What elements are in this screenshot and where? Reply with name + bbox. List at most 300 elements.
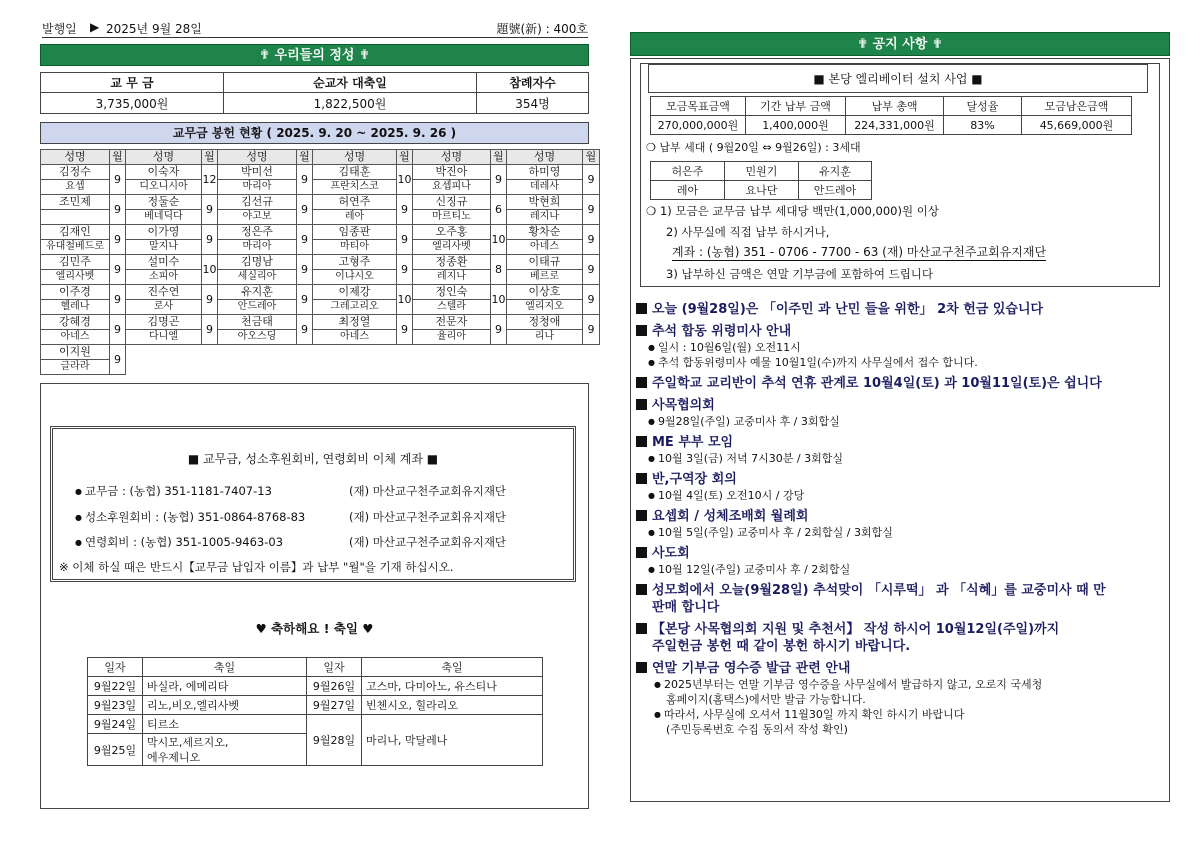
donor-month: 9 xyxy=(583,165,600,195)
donor-month xyxy=(491,345,507,360)
donor-baptismal-name: 아네스 xyxy=(41,330,110,345)
donor-name: 박미선 xyxy=(218,165,297,180)
notice-item xyxy=(636,508,1166,540)
donor-name: 김명곤 xyxy=(126,315,202,330)
donor-name: 천금태 xyxy=(218,315,297,330)
square-bullet-icon xyxy=(636,623,647,634)
notice-item xyxy=(636,621,1166,655)
donation-title: 교무금 봉헌 현황 ( 2025. 9. 20 ~ 2025. 9. 26 ) xyxy=(40,122,589,144)
donor-name: 김민주 xyxy=(41,255,110,270)
elevator-v4: 83% xyxy=(944,116,1022,135)
notice-line xyxy=(636,355,1166,370)
bullet-icon xyxy=(648,563,658,576)
donor-name xyxy=(507,345,583,360)
donor-baptismal-name: 레아 xyxy=(313,210,397,225)
donor-name: 정청애 xyxy=(507,315,583,330)
elevator-h2: 기간 납부 금액 xyxy=(746,97,846,116)
donation-header-month: 월 xyxy=(397,150,413,165)
donor-baptismal-name: 베르로 xyxy=(507,270,583,285)
donor-baptismal-name: 야고보 xyxy=(218,210,297,225)
donor-baptismal-name: 헬레나 xyxy=(41,300,110,315)
donor-month: 6 xyxy=(491,195,507,225)
notice-heading-text: 【본당 사목협의회 지원 및 추천서】 작성 하시어 10월12일(주일)까지 xyxy=(652,622,1060,637)
offering-col1-label: 교 무 금 xyxy=(41,73,224,93)
donor-baptismal-name: 다니엘 xyxy=(126,330,202,345)
donor-month: 9 xyxy=(110,285,126,315)
donor-baptismal-name: 유대철베드로 xyxy=(41,240,110,255)
donation-header-name: 성명 xyxy=(413,150,491,165)
celebration-table xyxy=(87,657,543,766)
offering-title: ✟ 우리들의 정성 ✟ xyxy=(40,44,589,66)
transfer-line-3-owner: (재) 마산교구천주교회유지재단 xyxy=(349,535,507,549)
donor-month: 9 xyxy=(397,255,413,285)
notice-line xyxy=(636,414,1166,429)
notice-heading xyxy=(636,375,1166,392)
donor-month xyxy=(583,345,600,360)
donor-month: 9 xyxy=(110,315,126,345)
transfer-line-2 xyxy=(75,509,305,525)
notice-heading xyxy=(636,323,1166,340)
notices-title: ✟ 공지 사항 ✟ xyxy=(630,32,1170,56)
celebration-header-date-right: 일자 xyxy=(307,658,362,677)
elevator-table xyxy=(650,96,1132,135)
donor-name: 조민제 xyxy=(41,195,110,210)
donor-month: 9 xyxy=(583,285,600,315)
empty-cell xyxy=(491,360,507,375)
notice-heading xyxy=(636,508,1166,525)
donor-month: 9 xyxy=(491,165,507,195)
donor-month xyxy=(397,345,413,360)
notice-line-text: 일시 : 10월6일(월) 오전11시 xyxy=(657,341,801,354)
notice-line xyxy=(636,340,1166,355)
elevator-period xyxy=(646,139,861,155)
donor-baptismal-name: 레지나 xyxy=(413,270,491,285)
donor-month: 9 xyxy=(583,195,600,225)
elevator-title: ■ 본당 엘리베이터 설치 사업 ■ xyxy=(813,72,983,86)
donation-header-month: 월 xyxy=(583,150,600,165)
notice-heading xyxy=(636,397,1166,414)
donor-month xyxy=(202,345,218,360)
elevator-account: 계좌 : (농협) 351 - 0706 - 7700 - 63 (재) 마산교구천주교회유지재단 xyxy=(672,245,1047,259)
donor-baptismal-name: 프란치스코 xyxy=(313,180,397,195)
donor-name: 김재인 xyxy=(41,225,110,240)
square-bullet-icon xyxy=(636,436,647,447)
donor-name: 박현희 xyxy=(507,195,583,210)
donor-month: 9 xyxy=(397,195,413,225)
donor-baptismal-name: 아네스 xyxy=(313,330,397,345)
donor-baptismal-name xyxy=(41,210,110,225)
celebration-date: 9월24일 xyxy=(88,715,143,734)
donor-name: 최정열 xyxy=(313,315,397,330)
celebration-feast: 빈첸시오, 힐라리오 xyxy=(362,696,543,715)
notice-heading xyxy=(636,545,1166,562)
notice-line-text: 따라서, 사무실에 오셔서 11월30일 까지 확인 하시기 바랍니다 xyxy=(663,708,965,721)
transfer-line-2-label: ● 성소후원회비 : (농협) 351-0864-8768-83 xyxy=(75,510,305,524)
offering-col3-label: 참례자수 xyxy=(477,73,589,93)
notice-heading-text: 오늘 (9월28일)은 「이주민 과 난민 들을 위한」 2차 헌금 있습니다 xyxy=(652,302,1044,317)
donor-month: 10 xyxy=(202,255,218,285)
notice-line xyxy=(636,692,1166,707)
notice-item xyxy=(636,301,1166,318)
donor-name: 정종환 xyxy=(413,255,491,270)
transfer-line-3 xyxy=(75,534,283,550)
donation-header-month: 월 xyxy=(110,150,126,165)
donor-name: 오주홍 xyxy=(413,225,491,240)
elevator-h1: 모금목표금액 xyxy=(651,97,746,116)
donor-baptismal-name xyxy=(218,360,297,375)
donor-name: 이지원 xyxy=(41,345,110,360)
notice-heading-text: 성모회에서 오늘(9월28일) 추석맞이 「시루떡」 과 「식혜」를 교중미사 때 만 xyxy=(652,583,1106,598)
notice-heading xyxy=(636,434,1166,451)
issue-header xyxy=(42,18,588,38)
notice-heading-text: 사도회 xyxy=(652,546,690,561)
donation-header-month: 월 xyxy=(491,150,507,165)
donor-month: 10 xyxy=(397,285,413,315)
notice-item xyxy=(636,545,1166,577)
donor-name: 황차순 xyxy=(507,225,583,240)
donor-month: 9 xyxy=(297,285,313,315)
elevator-h5: 모금남은금액 xyxy=(1022,97,1132,116)
donor-baptismal-name: 마르티노 xyxy=(413,210,491,225)
donor-name: 고형주 xyxy=(313,255,397,270)
notice-line-text: 2025년부터는 연말 기부금 영수증을 사무실에서 발급하지 않고, 오로지 국세청 xyxy=(663,678,1043,691)
donor-month: 9 xyxy=(397,315,413,345)
donation-header-name: 성명 xyxy=(41,150,110,165)
celebration-date: 9월26일 xyxy=(307,677,362,696)
bullet-icon xyxy=(654,708,664,721)
circle-icon: ❍ xyxy=(646,141,660,154)
donor-month: 9 xyxy=(202,285,218,315)
transfer-line-2-owner: (재) 마산교구천주교회유지재단 xyxy=(349,510,507,524)
donor-baptismal-name: 율리아 xyxy=(413,330,491,345)
celebration-date: 9월28일 xyxy=(307,715,362,766)
donor-name xyxy=(313,345,397,360)
elevator-v3: 224,331,000원 xyxy=(846,116,944,135)
donor-name: 이태규 xyxy=(507,255,583,270)
donor-baptismal: 안드레아 xyxy=(799,181,872,200)
donor-baptismal-name: 데레사 xyxy=(507,180,583,195)
donor-baptismal-name: 안드레아 xyxy=(218,300,297,315)
notice-heading-cont: 판매 합니다 xyxy=(652,600,720,615)
donor-month: 9 xyxy=(297,315,313,345)
donor-name: 하미영 xyxy=(507,165,583,180)
notice-list xyxy=(636,301,1166,742)
donation-table xyxy=(40,149,600,375)
celebration-header-feast-right: 축일 xyxy=(362,658,543,677)
elevator-donors xyxy=(650,161,872,200)
bullet-icon xyxy=(648,356,658,369)
transfer-note: ※ 이체 하실 때은 반드시【교무금 납입자 이름】과 납부 "월"을 기재 하십시오. xyxy=(59,560,454,574)
notice-heading-text: 주일학교 교리반이 추석 연휴 관계로 10월4일(토) 과 10월11일(토)은 쉽니다 xyxy=(652,376,1102,391)
donor-name: 유지훈 xyxy=(799,162,872,181)
empty-cell xyxy=(397,360,413,375)
issue-arrow: ▶ xyxy=(90,20,100,34)
empty-cell xyxy=(297,360,313,375)
bullet-icon xyxy=(648,415,658,428)
transfer-box xyxy=(50,426,576,582)
donor-baptismal-name: 베네딕다 xyxy=(126,210,202,225)
transfer-line-1-label: ● 교무금 : (농협) 351-1181-7407-13 xyxy=(75,484,272,498)
donor-month: 9 xyxy=(583,255,600,285)
notice-item xyxy=(636,397,1166,429)
donor-month: 10 xyxy=(491,285,507,315)
square-bullet-icon xyxy=(636,547,647,558)
donor-month: 9 xyxy=(583,225,600,255)
donor-baptismal-name: 아오스딩 xyxy=(218,330,297,345)
square-bullet-icon xyxy=(636,473,647,484)
donor-name: 이숙자 xyxy=(126,165,202,180)
donor-name: 박진아 xyxy=(413,165,491,180)
notice-line-text: (주민등록번호 수집 동의서 작성 확인) xyxy=(666,723,848,736)
notice-line xyxy=(636,677,1166,692)
notice-heading xyxy=(636,471,1166,488)
donor-name: 정둘순 xyxy=(126,195,202,210)
elevator-note-1-text: 1) 모금은 교무금 납부 세대당 백만(1,000,000)원 이상 xyxy=(659,204,939,218)
celebration-feast: 바실라, 에메리타 xyxy=(143,677,307,696)
donor-month: 9 xyxy=(202,195,218,225)
issue-date: 2025년 9월 28일 xyxy=(106,22,202,36)
donor-baptismal-name: 마리아 xyxy=(218,180,297,195)
notice-line xyxy=(636,525,1166,540)
celebration-title: ♥ 축하해요 ! 축일 ♥ xyxy=(255,621,374,636)
donor-baptismal-name: 글라라 xyxy=(41,360,110,375)
donor-name xyxy=(126,345,202,360)
transfer-line-3-label: ● 연령회비 : (농협) 351-1005-9463-03 xyxy=(75,535,283,549)
donor-baptismal-name: 마리아 xyxy=(218,240,297,255)
notice-line-text: 9월28일(주일) 교중미사 후 / 3회합실 xyxy=(657,415,840,428)
notice-line-text: 10월 4일(토) 오전10시 / 강당 xyxy=(657,489,805,502)
bullet-icon xyxy=(648,452,658,465)
donor-month: 9 xyxy=(110,165,126,195)
donor-baptismal-name xyxy=(313,360,397,375)
elevator-period-text: 납부 세대 ( 9월20일 ⇔ 9월26일) : 3세대 xyxy=(659,141,861,154)
celebration-feast xyxy=(143,734,307,766)
donor-baptismal-name: 이냐시오 xyxy=(313,270,397,285)
donor-month: 9 xyxy=(491,315,507,345)
elevator-v2: 1,400,000원 xyxy=(746,116,846,135)
donor-baptismal-name: 아네스 xyxy=(507,240,583,255)
donor-month: 9 xyxy=(297,255,313,285)
elevator-note-1 xyxy=(646,203,939,219)
donor-name: 정은주 xyxy=(218,225,297,240)
celebration-feast: 고스마, 다미아노, 유스티나 xyxy=(362,677,543,696)
donor-baptismal: 레아 xyxy=(651,181,725,200)
empty-cell xyxy=(202,360,218,375)
notice-heading-cont: 주일헌금 봉헌 때 같이 봉헌 하시기 바랍니다. xyxy=(652,639,911,654)
offering-col2-label: 순교자 대축일 xyxy=(224,73,477,93)
donor-name: 임종판 xyxy=(313,225,397,240)
donor-name: 설미수 xyxy=(126,255,202,270)
celebration-header-date-left: 일자 xyxy=(88,658,143,677)
notice-line xyxy=(636,451,1166,466)
bullet-icon xyxy=(654,678,664,691)
donor-baptismal-name: 스텔라 xyxy=(413,300,491,315)
donor-baptismal-name xyxy=(507,360,583,375)
bullet-icon xyxy=(648,341,658,354)
notice-item xyxy=(636,582,1166,616)
donor-baptismal-name: 요셉피나 xyxy=(413,180,491,195)
donor-month: 9 xyxy=(297,225,313,255)
bullet-icon xyxy=(648,489,658,502)
notice-item xyxy=(636,323,1166,370)
donor-name: 허은주 xyxy=(651,162,725,181)
donor-name: 강혜경 xyxy=(41,315,110,330)
notice-heading-text: 추석 합동 위령미사 안내 xyxy=(652,324,792,339)
donor-month: 9 xyxy=(397,225,413,255)
transfer-line-1 xyxy=(75,483,272,499)
donor-month: 12 xyxy=(202,165,218,195)
square-bullet-icon xyxy=(636,584,647,595)
square-bullet-icon xyxy=(636,510,647,521)
donor-baptismal-name: 소피아 xyxy=(126,270,202,285)
notice-item xyxy=(636,471,1166,503)
empty-cell xyxy=(583,360,600,375)
donor-name: 이제강 xyxy=(313,285,397,300)
donor-month: 9 xyxy=(110,345,126,375)
donor-name: 이상호 xyxy=(507,285,583,300)
donor-baptismal: 요나단 xyxy=(725,181,799,200)
donor-name: 이가영 xyxy=(126,225,202,240)
donation-header-name: 성명 xyxy=(126,150,202,165)
elevator-v1: 270,000,000원 xyxy=(651,116,746,135)
offering-col2-value: 1,822,500원 xyxy=(224,93,477,114)
donor-name: 김선규 xyxy=(218,195,297,210)
notice-item xyxy=(636,375,1166,392)
donor-month: 9 xyxy=(202,315,218,345)
donor-baptismal-name: 레지나 xyxy=(507,210,583,225)
celebration-feast: 리노,비오,엘리사벳 xyxy=(143,696,307,715)
donor-baptismal-name: 디오니시아 xyxy=(126,180,202,195)
square-bullet-icon xyxy=(636,399,647,410)
donor-month: 9 xyxy=(583,315,600,345)
donor-name: 전문자 xyxy=(413,315,491,330)
bullet-icon xyxy=(648,526,658,539)
notice-line-text: 10월 12일(주일) 교중미사 후 / 2회합실 xyxy=(657,563,851,576)
square-bullet-icon xyxy=(636,325,647,336)
donor-baptismal-name: 로사 xyxy=(126,300,202,315)
donor-baptismal-name xyxy=(126,360,202,375)
celebration-header-feast-left: 축일 xyxy=(143,658,307,677)
square-bullet-icon xyxy=(636,377,647,388)
donation-header-name: 성명 xyxy=(313,150,397,165)
donor-baptismal-name xyxy=(413,360,491,375)
square-bullet-icon xyxy=(636,662,647,673)
donor-name: 이주경 xyxy=(41,285,110,300)
elevator-v5: 45,669,000원 xyxy=(1022,116,1132,135)
donor-name xyxy=(218,345,297,360)
donor-baptismal-name: 엘리사벳 xyxy=(413,240,491,255)
circle-icon: ❍ xyxy=(646,204,660,218)
donor-baptismal-name: 리나 xyxy=(507,330,583,345)
celebration-feast-line: 에우제니오 xyxy=(147,750,201,764)
donor-name: 정인숙 xyxy=(413,285,491,300)
issue-number: 題號(新) : 400호 xyxy=(496,22,588,36)
celebration-date: 9월23일 xyxy=(88,696,143,715)
donor-name: 허연주 xyxy=(313,195,397,210)
donation-header-month: 월 xyxy=(297,150,313,165)
notice-heading xyxy=(636,582,1166,599)
transfer-title: ■ 교무금, 성소후원회비, 연령회비 이체 계좌 ■ xyxy=(187,452,439,466)
celebration-feast-line: 막시모,세르지오, xyxy=(147,735,229,749)
donor-baptismal-name: 말지나 xyxy=(126,240,202,255)
square-bullet-icon xyxy=(636,303,647,314)
donation-header-name: 성명 xyxy=(507,150,583,165)
donor-month: 10 xyxy=(397,165,413,195)
notice-heading xyxy=(636,660,1166,677)
notice-heading-text: ME 부부 모임 xyxy=(652,435,734,450)
donor-name xyxy=(413,345,491,360)
donor-baptismal-name: 요셉 xyxy=(41,180,110,195)
donation-header-month: 월 xyxy=(202,150,218,165)
donor-baptismal-name: 엘리사벳 xyxy=(41,270,110,285)
notice-heading-text: 요셉회 / 성체조배회 월례회 xyxy=(652,509,809,524)
elevator-note-3: 3) 납부하신 금액은 연말 기부금에 포함하여 드립니다 xyxy=(666,267,934,281)
notice-line-text: 홈페이지(홈택스)에서만 발급 가능합니다. xyxy=(666,693,866,706)
elevator-note-2: 2) 사무실에 직접 납부 하시거나, xyxy=(666,225,830,239)
transfer-line-1-owner: (재) 마산교구천주교회유지재단 xyxy=(349,484,507,498)
celebration-feast: 마리나, 막달레나 xyxy=(362,715,543,766)
issue-label: 발행일 xyxy=(42,22,77,36)
notice-item xyxy=(636,434,1166,466)
notice-item xyxy=(636,660,1166,737)
donor-baptismal-name: 세실리아 xyxy=(218,270,297,285)
donor-month: 9 xyxy=(297,165,313,195)
notice-line-text: 추석 합동위령미사 예물 10월1일(수)까지 사무실에서 접수 합니다. xyxy=(657,356,978,369)
donor-month: 9 xyxy=(202,225,218,255)
donor-name: 김명남 xyxy=(218,255,297,270)
elevator-title-box xyxy=(648,64,1148,93)
notice-line-text: 10월 3일(금) 저녁 7시30분 / 3회합실 xyxy=(657,452,844,465)
offering-col1-value: 3,735,000원 xyxy=(41,93,224,114)
donor-name: 유지훈 xyxy=(218,285,297,300)
donor-month: 9 xyxy=(110,195,126,225)
celebration-feast: 티르소 xyxy=(143,715,307,734)
donation-header-name: 성명 xyxy=(218,150,297,165)
notice-line xyxy=(636,562,1166,577)
donor-month: 9 xyxy=(110,225,126,255)
notice-line xyxy=(636,488,1166,503)
donor-name: 김태훈 xyxy=(313,165,397,180)
donor-baptismal-name: 그레고리오 xyxy=(313,300,397,315)
notice-heading-text: 반,구역장 회의 xyxy=(652,472,737,487)
offering-col3-value: 354명 xyxy=(477,93,589,114)
notice-line xyxy=(636,707,1166,722)
donor-name: 신징규 xyxy=(413,195,491,210)
notice-heading xyxy=(636,301,1166,318)
donor-month: 9 xyxy=(110,255,126,285)
offering-table xyxy=(40,72,589,114)
donor-month: 8 xyxy=(491,255,507,285)
donor-baptismal-name: 엘리지오 xyxy=(507,300,583,315)
donor-name: 진수연 xyxy=(126,285,202,300)
donor-name: 민원기 xyxy=(725,162,799,181)
donor-baptismal-name: 마티아 xyxy=(313,240,397,255)
notice-line-text: 10월 5일(주일) 교중미사 후 / 2회합실 / 3회합실 xyxy=(657,526,893,539)
notice-heading-text: 연말 기부금 영수증 발급 관련 안내 xyxy=(652,661,851,676)
elevator-h4: 달성율 xyxy=(944,97,1022,116)
notice-heading xyxy=(636,621,1166,638)
donor-month: 9 xyxy=(297,195,313,225)
donor-month xyxy=(297,345,313,360)
elevator-h3: 납부 총액 xyxy=(846,97,944,116)
celebration-date: 9월25일 xyxy=(88,734,143,766)
celebration-date: 9월27일 xyxy=(307,696,362,715)
donor-month: 10 xyxy=(491,225,507,255)
notice-heading-text: 사목협의회 xyxy=(652,398,715,413)
notice-line xyxy=(636,722,1166,737)
celebration-date: 9월22일 xyxy=(88,677,143,696)
donor-name: 김정수 xyxy=(41,165,110,180)
